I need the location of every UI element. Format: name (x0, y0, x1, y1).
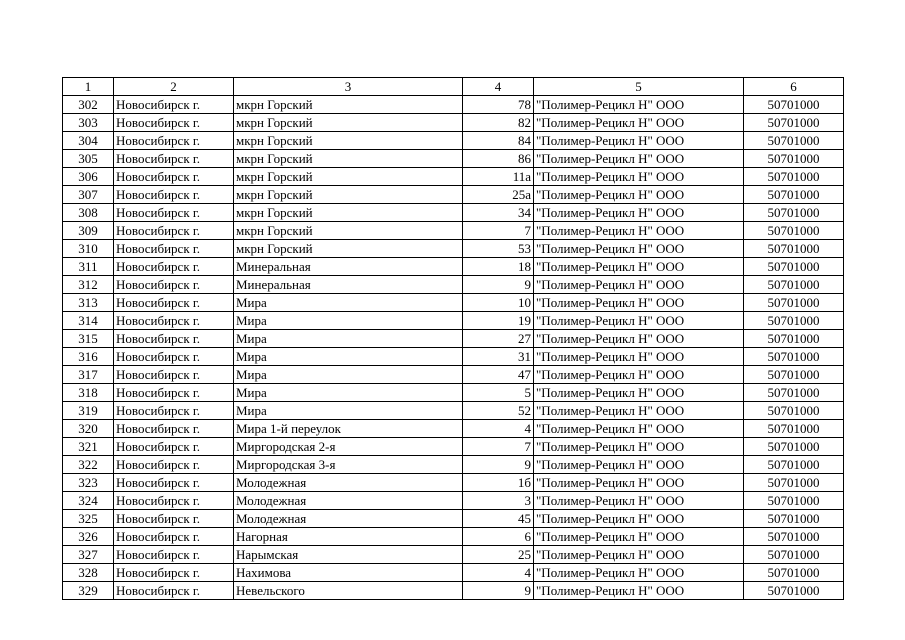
organization-cell: "Полимер-Рецикл Н" ООО (534, 312, 744, 330)
city-cell: Новосибирск г. (114, 114, 234, 132)
house-number-cell: 7 (463, 222, 534, 240)
table-row (63, 240, 844, 258)
column-header-2: 2 (114, 78, 234, 96)
city-cell: Новосибирск г. (114, 528, 234, 546)
oktmo-code-cell: 50701000 (744, 330, 844, 348)
house-number-cell: 47 (463, 366, 534, 384)
oktmo-code-cell: 50701000 (744, 402, 844, 420)
row-number: 316 (63, 348, 114, 366)
oktmo-code-cell: 50701000 (744, 510, 844, 528)
organization-cell: "Полимер-Рецикл Н" ООО (534, 528, 744, 546)
house-number-cell: 7 (463, 438, 534, 456)
house-number-cell: 6 (463, 528, 534, 546)
house-number-cell: 19 (463, 312, 534, 330)
table-row (63, 564, 844, 582)
city-cell: Новосибирск г. (114, 204, 234, 222)
house-number-cell: 10 (463, 294, 534, 312)
row-number: 321 (63, 438, 114, 456)
organization-cell: "Полимер-Рецикл Н" ООО (534, 114, 744, 132)
organization-cell: "Полимер-Рецикл Н" ООО (534, 420, 744, 438)
row-number: 305 (63, 150, 114, 168)
oktmo-code-cell: 50701000 (744, 456, 844, 474)
table-row (63, 222, 844, 240)
row-number: 304 (63, 132, 114, 150)
column-header-1: 1 (63, 78, 114, 96)
city-cell: Новосибирск г. (114, 348, 234, 366)
table-row (63, 150, 844, 168)
street-cell: мкрн Горский (234, 222, 463, 240)
street-cell: Мира (234, 348, 463, 366)
column-header-4: 4 (463, 78, 534, 96)
city-cell: Новосибирск г. (114, 420, 234, 438)
street-cell: Миргородская 3-я (234, 456, 463, 474)
row-number: 323 (63, 474, 114, 492)
house-number-cell: 82 (463, 114, 534, 132)
city-cell: Новосибирск г. (114, 474, 234, 492)
table-row (63, 384, 844, 402)
organization-cell: "Полимер-Рецикл Н" ООО (534, 132, 744, 150)
house-number-cell: 1б (463, 474, 534, 492)
city-cell: Новосибирск г. (114, 222, 234, 240)
oktmo-code-cell: 50701000 (744, 438, 844, 456)
oktmo-code-cell: 50701000 (744, 294, 844, 312)
house-number-cell: 34 (463, 204, 534, 222)
street-cell: Мира (234, 330, 463, 348)
oktmo-code-cell: 50701000 (744, 474, 844, 492)
house-number-cell: 4 (463, 564, 534, 582)
organization-cell: "Полимер-Рецикл Н" ООО (534, 582, 744, 600)
city-cell: Новосибирск г. (114, 330, 234, 348)
city-cell: Новосибирск г. (114, 438, 234, 456)
organization-cell: "Полимер-Рецикл Н" ООО (534, 258, 744, 276)
table-body (63, 78, 844, 600)
table-row (63, 546, 844, 564)
organization-cell: "Полимер-Рецикл Н" ООО (534, 96, 744, 114)
house-number-cell: 18 (463, 258, 534, 276)
row-number: 310 (63, 240, 114, 258)
street-cell: Мира (234, 402, 463, 420)
table-header-row (63, 78, 844, 96)
street-cell: Нахимова (234, 564, 463, 582)
table-row (63, 456, 844, 474)
street-cell: Мира (234, 366, 463, 384)
house-number-cell: 45 (463, 510, 534, 528)
house-number-cell: 25а (463, 186, 534, 204)
oktmo-code-cell: 50701000 (744, 492, 844, 510)
city-cell: Новосибирск г. (114, 294, 234, 312)
table-row (63, 204, 844, 222)
street-cell: Невельского (234, 582, 463, 600)
table-row (63, 96, 844, 114)
row-number: 303 (63, 114, 114, 132)
organization-cell: "Полимер-Рецикл Н" ООО (534, 366, 744, 384)
oktmo-code-cell: 50701000 (744, 348, 844, 366)
row-number: 326 (63, 528, 114, 546)
column-header-6: 6 (744, 78, 844, 96)
row-number: 313 (63, 294, 114, 312)
street-cell: Молодежная (234, 492, 463, 510)
table-row (63, 528, 844, 546)
table-row (63, 366, 844, 384)
city-cell: Новосибирск г. (114, 366, 234, 384)
oktmo-code-cell: 50701000 (744, 240, 844, 258)
table-row (63, 258, 844, 276)
street-cell: Мира (234, 294, 463, 312)
street-cell: Нагорная (234, 528, 463, 546)
table-row (63, 276, 844, 294)
row-number: 312 (63, 276, 114, 294)
house-number-cell: 11а (463, 168, 534, 186)
oktmo-code-cell: 50701000 (744, 186, 844, 204)
organization-cell: "Полимер-Рецикл Н" ООО (534, 402, 744, 420)
city-cell: Новосибирск г. (114, 510, 234, 528)
organization-cell: "Полимер-Рецикл Н" ООО (534, 294, 744, 312)
city-cell: Новосибирск г. (114, 258, 234, 276)
organization-cell: "Полимер-Рецикл Н" ООО (534, 348, 744, 366)
row-number: 306 (63, 168, 114, 186)
table-row (63, 582, 844, 600)
row-number: 328 (63, 564, 114, 582)
city-cell: Новосибирск г. (114, 582, 234, 600)
table-row (63, 402, 844, 420)
table-row (63, 492, 844, 510)
organization-cell: "Полимер-Рецикл Н" ООО (534, 384, 744, 402)
row-number: 320 (63, 420, 114, 438)
city-cell: Новосибирск г. (114, 492, 234, 510)
city-cell: Новосибирск г. (114, 96, 234, 114)
street-cell: Мира (234, 312, 463, 330)
oktmo-code-cell: 50701000 (744, 258, 844, 276)
oktmo-code-cell: 50701000 (744, 222, 844, 240)
oktmo-code-cell: 50701000 (744, 150, 844, 168)
house-number-cell: 52 (463, 402, 534, 420)
organization-cell: "Полимер-Рецикл Н" ООО (534, 564, 744, 582)
oktmo-code-cell: 50701000 (744, 204, 844, 222)
table-row (63, 510, 844, 528)
organization-cell: "Полимер-Рецикл Н" ООО (534, 330, 744, 348)
table-row (63, 294, 844, 312)
city-cell: Новосибирск г. (114, 168, 234, 186)
house-number-cell: 86 (463, 150, 534, 168)
city-cell: Новосибирск г. (114, 150, 234, 168)
column-header-5: 5 (534, 78, 744, 96)
city-cell: Новосибирск г. (114, 276, 234, 294)
city-cell: Новосибирск г. (114, 132, 234, 150)
row-number: 314 (63, 312, 114, 330)
house-number-cell: 3 (463, 492, 534, 510)
row-number: 302 (63, 96, 114, 114)
table-row (63, 168, 844, 186)
oktmo-code-cell: 50701000 (744, 276, 844, 294)
organization-cell: "Полимер-Рецикл Н" ООО (534, 168, 744, 186)
street-cell: Мира 1-й переулок (234, 420, 463, 438)
city-cell: Новосибирск г. (114, 564, 234, 582)
table-row (63, 438, 844, 456)
house-number-cell: 25 (463, 546, 534, 564)
street-cell: мкрн Горский (234, 240, 463, 258)
row-number: 309 (63, 222, 114, 240)
row-number: 307 (63, 186, 114, 204)
row-number: 318 (63, 384, 114, 402)
street-cell: Нарымская (234, 546, 463, 564)
oktmo-code-cell: 50701000 (744, 546, 844, 564)
organization-cell: "Полимер-Рецикл Н" ООО (534, 510, 744, 528)
data-table (62, 77, 844, 600)
street-cell: Минеральная (234, 258, 463, 276)
street-cell: мкрн Горский (234, 204, 463, 222)
oktmo-code-cell: 50701000 (744, 168, 844, 186)
house-number-cell: 53 (463, 240, 534, 258)
row-number: 308 (63, 204, 114, 222)
oktmo-code-cell: 50701000 (744, 114, 844, 132)
table-row (63, 474, 844, 492)
street-cell: мкрн Горский (234, 186, 463, 204)
city-cell: Новосибирск г. (114, 456, 234, 474)
house-number-cell: 4 (463, 420, 534, 438)
oktmo-code-cell: 50701000 (744, 366, 844, 384)
oktmo-code-cell: 50701000 (744, 564, 844, 582)
organization-cell: "Полимер-Рецикл Н" ООО (534, 456, 744, 474)
oktmo-code-cell: 50701000 (744, 96, 844, 114)
house-number-cell: 78 (463, 96, 534, 114)
house-number-cell: 9 (463, 276, 534, 294)
row-number: 322 (63, 456, 114, 474)
house-number-cell: 9 (463, 582, 534, 600)
oktmo-code-cell: 50701000 (744, 312, 844, 330)
row-number: 311 (63, 258, 114, 276)
oktmo-code-cell: 50701000 (744, 582, 844, 600)
street-cell: мкрн Горский (234, 168, 463, 186)
street-cell: Миргородская 2-я (234, 438, 463, 456)
oktmo-code-cell: 50701000 (744, 384, 844, 402)
organization-cell: "Полимер-Рецикл Н" ООО (534, 276, 744, 294)
city-cell: Новосибирск г. (114, 186, 234, 204)
street-cell: мкрн Горский (234, 132, 463, 150)
organization-cell: "Полимер-Рецикл Н" ООО (534, 240, 744, 258)
organization-cell: "Полимер-Рецикл Н" ООО (534, 186, 744, 204)
street-cell: мкрн Горский (234, 114, 463, 132)
street-cell: мкрн Горский (234, 150, 463, 168)
organization-cell: "Полимер-Рецикл Н" ООО (534, 204, 744, 222)
table-row (63, 330, 844, 348)
row-number: 324 (63, 492, 114, 510)
house-number-cell: 31 (463, 348, 534, 366)
oktmo-code-cell: 50701000 (744, 528, 844, 546)
row-number: 319 (63, 402, 114, 420)
city-cell: Новосибирск г. (114, 384, 234, 402)
table-row (63, 312, 844, 330)
house-number-cell: 84 (463, 132, 534, 150)
city-cell: Новосибирск г. (114, 402, 234, 420)
organization-cell: "Полимер-Рецикл Н" ООО (534, 222, 744, 240)
organization-cell: "Полимер-Рецикл Н" ООО (534, 150, 744, 168)
organization-cell: "Полимер-Рецикл Н" ООО (534, 546, 744, 564)
street-cell: Молодежная (234, 474, 463, 492)
table-row (63, 348, 844, 366)
street-cell: мкрн Горский (234, 96, 463, 114)
city-cell: Новосибирск г. (114, 240, 234, 258)
organization-cell: "Полимер-Рецикл Н" ООО (534, 474, 744, 492)
column-header-3: 3 (234, 78, 463, 96)
table-row (63, 132, 844, 150)
street-cell: Минеральная (234, 276, 463, 294)
table-row (63, 114, 844, 132)
organization-cell: "Полимер-Рецикл Н" ООО (534, 492, 744, 510)
row-number: 325 (63, 510, 114, 528)
house-number-cell: 27 (463, 330, 534, 348)
street-cell: Мира (234, 384, 463, 402)
street-cell: Молодежная (234, 510, 463, 528)
row-number: 327 (63, 546, 114, 564)
row-number: 317 (63, 366, 114, 384)
oktmo-code-cell: 50701000 (744, 132, 844, 150)
city-cell: Новосибирск г. (114, 546, 234, 564)
house-number-cell: 5 (463, 384, 534, 402)
house-number-cell: 9 (463, 456, 534, 474)
oktmo-code-cell: 50701000 (744, 420, 844, 438)
city-cell: Новосибирск г. (114, 312, 234, 330)
organization-cell: "Полимер-Рецикл Н" ООО (534, 438, 744, 456)
row-number: 315 (63, 330, 114, 348)
table-row (63, 420, 844, 438)
row-number: 329 (63, 582, 114, 600)
table-row (63, 186, 844, 204)
